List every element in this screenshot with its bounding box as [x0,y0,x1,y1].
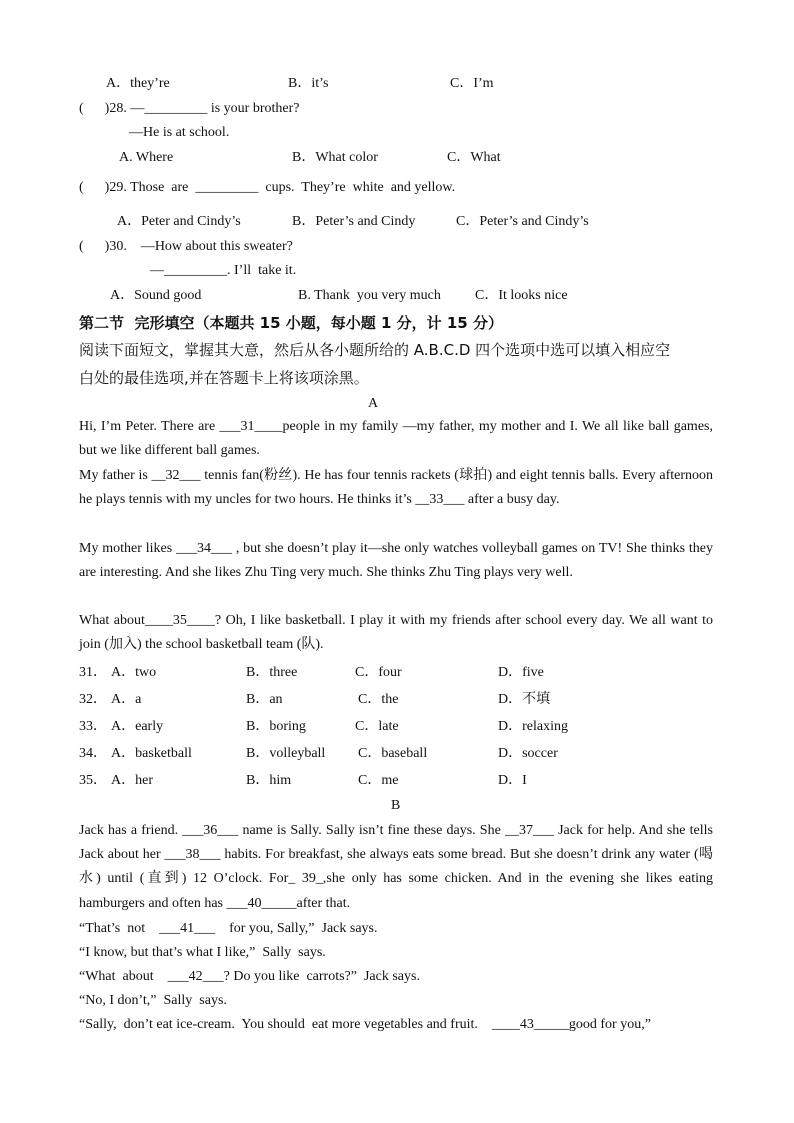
option-a: A．her [111,773,153,788]
q29-option-c: C．Peter’s and Cindy’s [456,214,589,229]
passage-a-label: A [368,396,379,411]
passage-b-dialogue-4: “No, I don’t,” Sally says. [79,993,227,1008]
q27-option-b: B．it’s [288,76,329,91]
option-b: B．three [246,665,298,680]
q29-option-b: B．Peter’s and Cindy [292,214,416,229]
option-number: 33． [79,719,107,734]
option-d: D．I [498,773,527,788]
passage-b-paragraph-1: Jack has a friend. ___36___ name is Sally. Sally isn’t fine these days. She __37___ Jack for help. And she tells Jack about her ___38___ habits. For breakfast, she always eats some bread. But she doesn’t drink any water (喝水) until (直到) 12 O’clock. For_ 39_,she only has some chicken. And in the evening she likes eating hamburgers and often has ___40_____after that. [79,823,713,911]
option-number: 35． [79,773,107,788]
option-a: A．early [111,719,164,734]
option-d: D．soccer [498,746,558,761]
passage-b-dialogue-5: “Sally, don’t eat ice-cream. You should eat more vegetables and fruit. ____43_____good for you,” [79,1017,651,1032]
q29-stem: ( )29. Those are _________ cups. They’re white and yellow. [79,180,456,195]
section-instruction-line-2: 白处的最佳选项,并在答题卡上将该项涂黑。 [79,369,369,387]
option-b: B．an [246,692,283,707]
passage-b-dialogue-3: “What about ___42___? Do you like carrots?” Jack says. [79,969,420,984]
option-d: D．five [498,665,544,680]
option-c: C．the [358,692,399,707]
passage-b-dialogue-2: “I know, but that’s what I like,” Sally says. [79,945,326,960]
option-d: D．不填 [498,692,551,707]
option-a: A．a [111,692,142,707]
q28-option-c: C．What [447,150,501,165]
option-b: B．boring [246,719,306,734]
q30-reply: —_________. I’ll take it. [150,263,297,278]
q27-option-a: A．they’re [106,76,170,91]
q28-option-b: B．What color [292,150,378,165]
option-c: C．late [355,719,399,734]
option-number: 34． [79,746,107,761]
q30-option-c: C．It looks nice [475,288,568,303]
passage-a-paragraph-2: My father is __32___ tennis fan(粉丝). He has four tennis rackets (球拍) and eight tennis balls. Every afternoon he plays tennis with my uncles for two hours. He thinks it’s __33___ after a busy day. [79,468,713,508]
q30-option-a: A．Sound good [110,288,202,303]
option-c: C．four [355,665,402,680]
q28-option-a: A. Where [119,150,174,165]
section-heading: 第二节 完形填空（本题共 15 小题，每小题 1 分，计 15 分） [79,314,503,332]
option-number: 31． [79,665,107,680]
q29-option-a: A．Peter and Cindy’s [117,214,241,229]
section-instruction-line-1: 阅读下面短文，掌握其大意，然后从各小题所给的 A.B.C.D 四个选项中选可以填入相应空 [79,341,671,359]
passage-b-label: B [391,798,401,813]
q28-reply: —He is at school. [129,125,230,140]
passage-a-paragraph-3: My mother likes ___34___ , but she doesn’t play it—she only watches volleyball games on TV! She thinks they are interesting. And she likes Zhu Ting very much. She thinks Zhu Ting plays very well. [79,541,713,581]
option-b: B．him [246,773,292,788]
q30-option-b: B. Thank you very much [298,288,441,303]
option-number: 32． [79,692,107,707]
passage-a-paragraph-4: What about____35____? Oh, I like basketball. I play it with my friends after school every day. We all want to join (加入) the school basketball team (队). [79,613,713,653]
option-b: B．volleyball [246,746,326,761]
option-d: D．relaxing [498,719,568,734]
option-a: A．two [111,665,157,680]
q28-stem: ( )28. —_________ is your brother? [79,101,300,116]
q27-option-c: C．I’m [450,76,494,91]
option-c: C．me [358,773,399,788]
passage-b-dialogue-1: “That’s not ___41___ for you, Sally,” Jack says. [79,921,378,936]
q30-stem: ( )30. —How about this sweater? [79,239,293,254]
passage-a-paragraph-1: Hi, I’m Peter. There are ___31____people in my family —my father, my mother and I. We all like ball games, but we like different ball games. [79,419,713,459]
option-c: C．baseball [358,746,428,761]
option-a: A．basketball [111,746,192,761]
